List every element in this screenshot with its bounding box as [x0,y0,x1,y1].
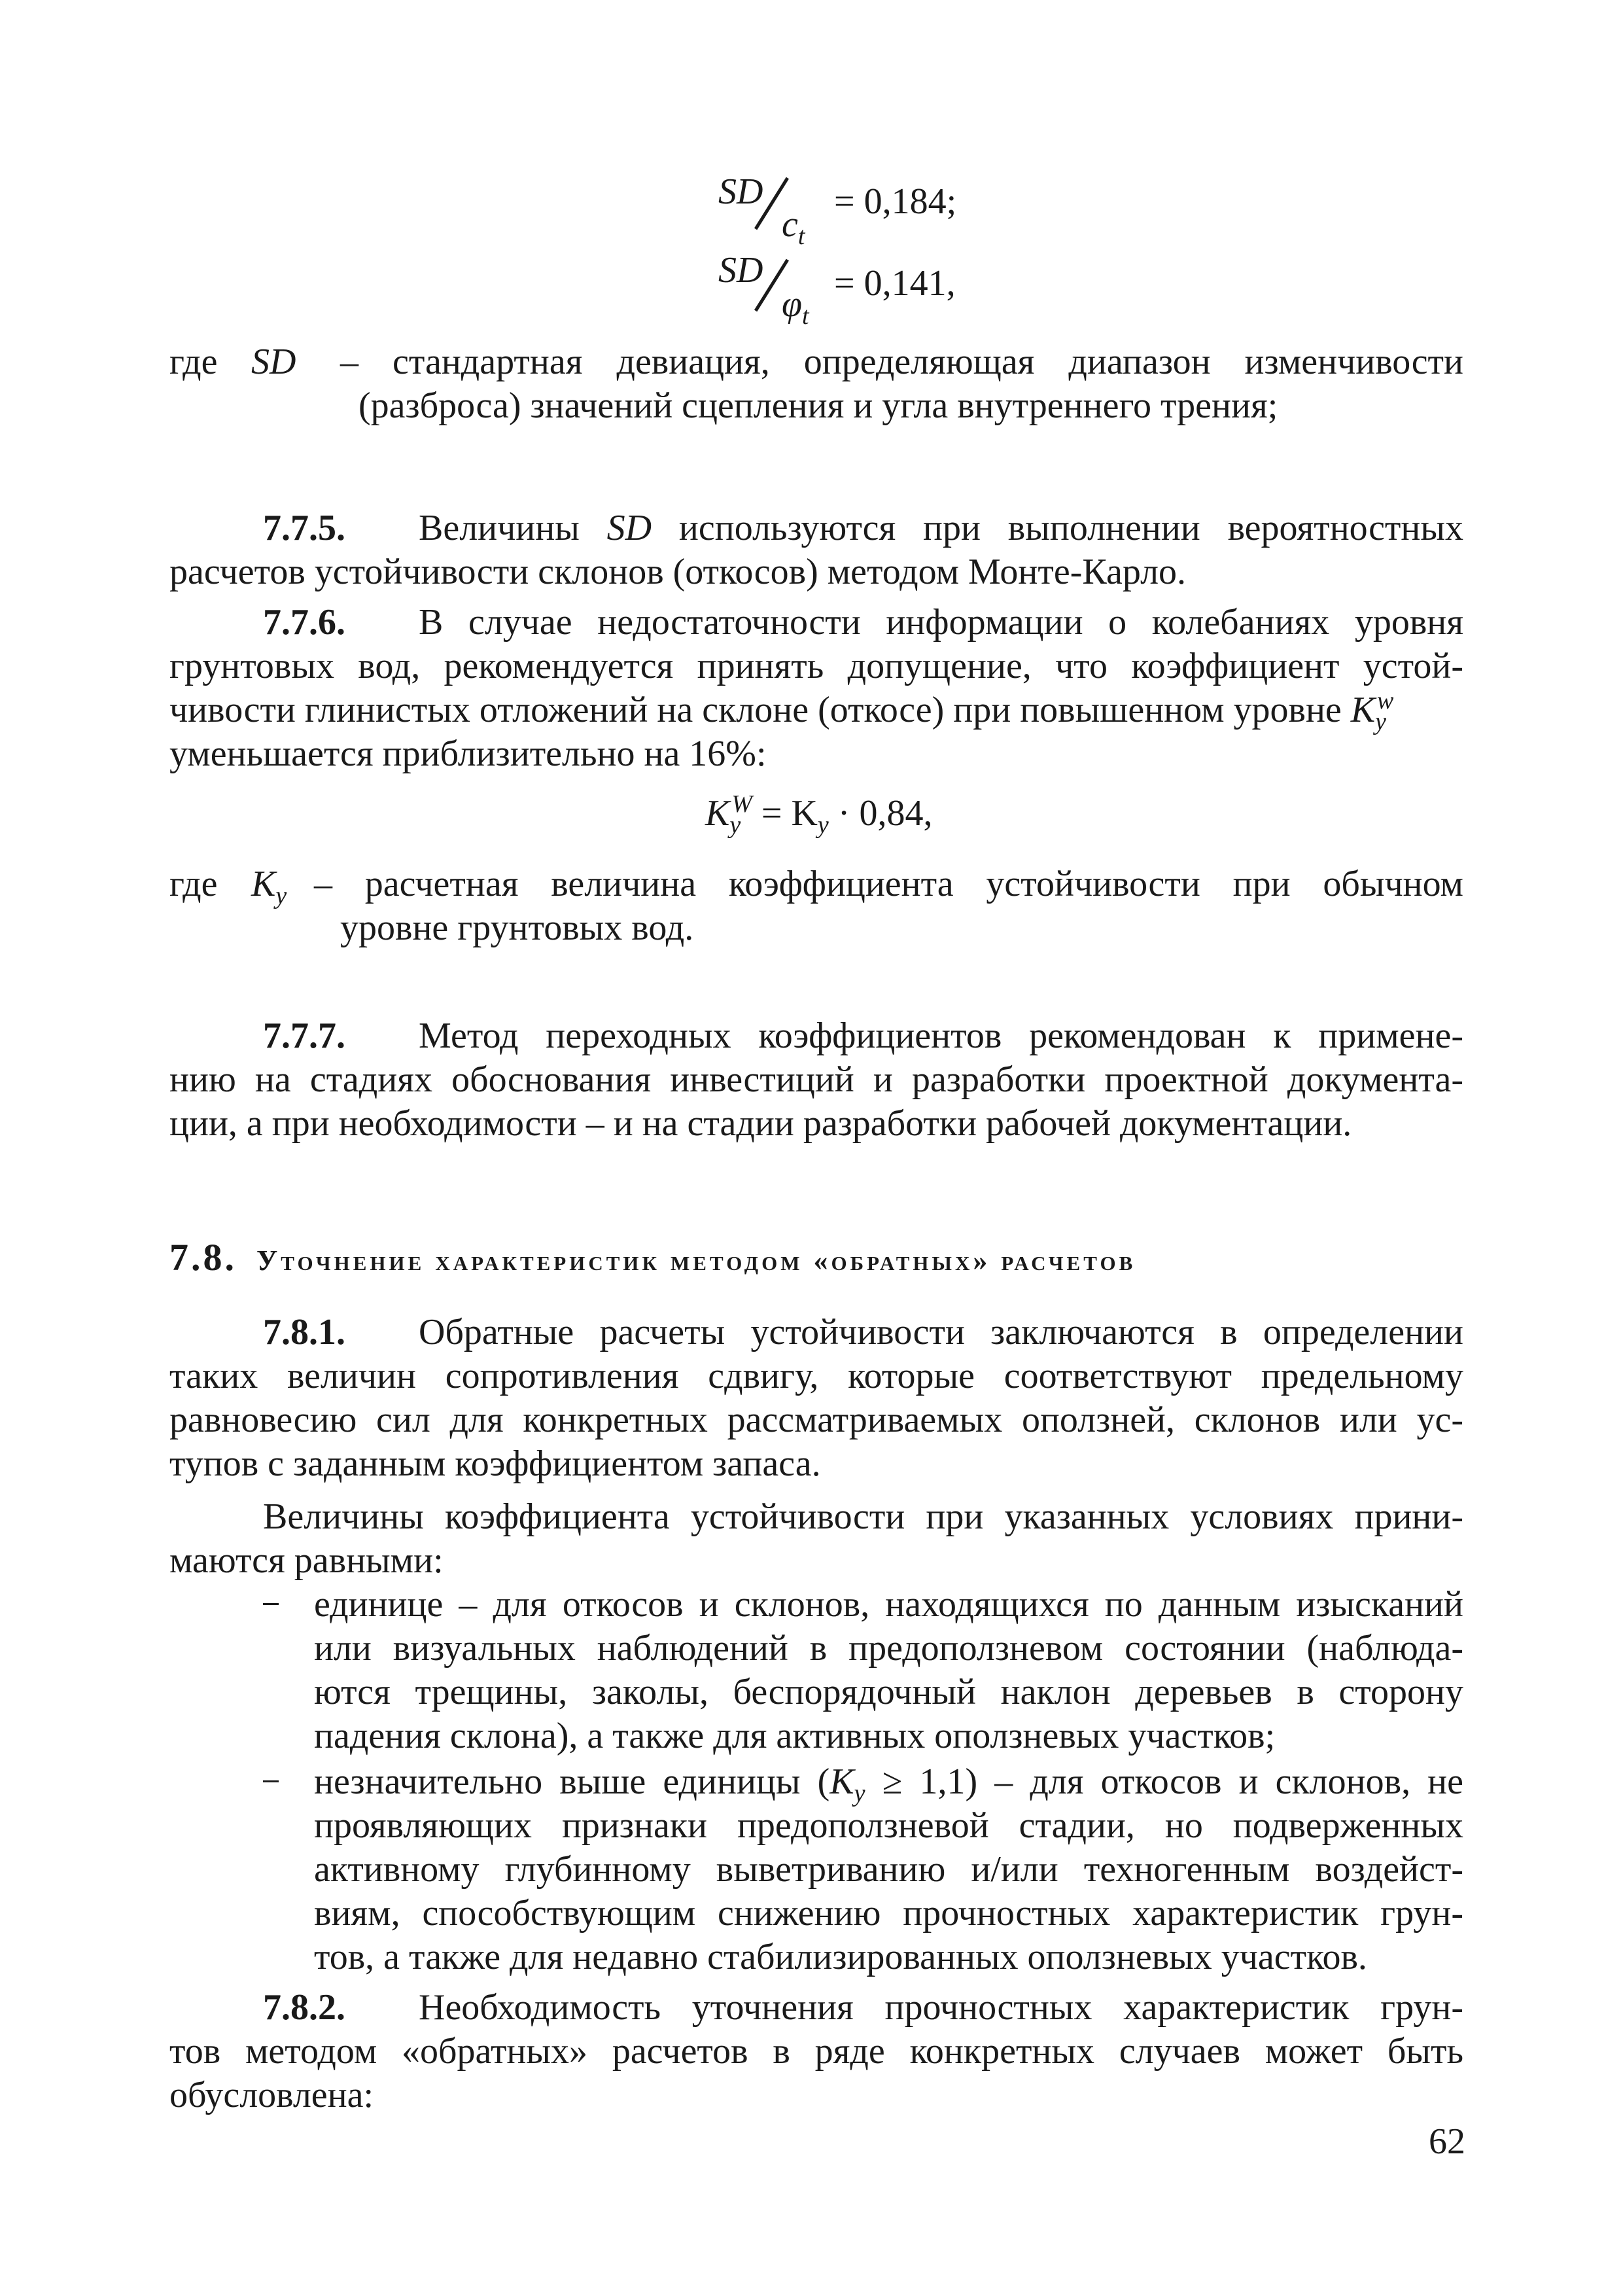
formula-denominator: $\varphi_t$ [782,284,809,330]
formula-numerator: SD [718,171,763,212]
formula-value: = 0,184; [834,181,957,222]
paragraph-line: расчетов устойчивости склонов (откосов) методом Монте-Карло. [169,552,1187,592]
paragraph-line: Обратные расчеты устойчивости заключаются в определении [419,1312,1463,1352]
paragraph-line: уменьшается приблизительно на 16%: [169,733,767,774]
list-line: или визуальных наблюдений в предоползневом состоянии (наблюда- [314,1628,1463,1669]
formula-ky-w: $K_y^W = K_y \cdot 0,84$, [705,790,933,839]
where-line: – расчетная величина коэффициента устойчивости при обычном [314,864,1463,904]
paragraph-line: Метод переходных коэффициентов рекомендован к примене- [419,1016,1463,1056]
list-line: тов, а также для недавно стабилизированных оползневых участков. [314,1937,1367,1977]
list-dash [263,1603,279,1605]
paragraph-line: таких величин сопротивления сдвигу, которые соответствуют предельному [169,1356,1463,1396]
where-line: уровне грунтовых вод. [340,908,694,948]
where-line: (разброса) значений сцепления и угла внутреннего трения; [358,385,1278,426]
where-symbol: $K_y$ [251,864,287,910]
paragraph-line: Величины коэффициента устойчивости при указанных условиях прини- [263,1496,1463,1537]
paragraph-line: чивости глинистых отложений на склоне (откосе) при повышенном уровне $K_y^w$ [169,687,1394,736]
list-line: единице – для откосов и склонов, находящихся по данным изысканий [314,1584,1463,1625]
where-word: где [169,342,218,382]
paragraph-line: маются равными: [169,1540,444,1581]
list-line: незначительно выше единицы $(K_y \ge 1,1)$ – для откосов и склонов, не [314,1761,1464,1808]
where-word: где [169,864,218,904]
where-line: – стандартная девиация, определяющая диапазон изменчивости [340,342,1463,382]
paragraph-number: 7.8.1. [263,1312,345,1352]
formula-denominator: $c_t$ [782,204,805,251]
paragraph-line: грунтовых вод, рекомендуется принять допущение, что коэффициент устой- [169,646,1463,686]
list-dash [263,1780,279,1782]
list-line: активному глубинному выветриванию и/или техногенным воздейст- [314,1849,1463,1890]
formula-numerator: SD [718,250,763,291]
list-line: проявляющих признаки предоползневой стадии, но подверженных [314,1805,1463,1846]
page-number: 62 [1429,2121,1465,2162]
section-heading: 7.8. Уточнение характеристик методом «обратных» расчетов [169,1236,1136,1279]
paragraph-line: ции, а при необходимости – и на стадии разработки рабочей документации. [169,1103,1352,1144]
paragraph-number: 7.7.6. [263,602,345,643]
where-symbol: SD [251,342,296,382]
formula-value: = 0,141, [834,263,956,304]
paragraph-line: тупов с заданным коэффициентом запаса. [169,1443,821,1484]
list-line: падения склона), а также для активных оползневых участков; [314,1716,1276,1756]
paragraph-number: 7.7.7. [263,1016,345,1056]
paragraph-line: равновесию сил для конкретных рассматриваемых оползней, склонов или ус- [169,1400,1463,1440]
paragraph-line: Величины SD используются при выполнении вероятностных [419,508,1463,548]
paragraph-number: 7.8.2. [263,1987,345,2028]
paragraph-line: В случае недостаточности информации о колебаниях уровня [419,602,1463,643]
paragraph-line: нию на стадиях обоснования инвестиций и разработки проектной документа- [169,1059,1463,1100]
paragraph-line: тов методом «обратных» расчетов в ряде конкретных случаев может быть [169,2031,1463,2072]
paragraph-line: Необходимость уточнения прочностных характеристик грун- [419,1987,1463,2028]
list-line: ются трещины, заколы, беспорядочный наклон деревьев в сторону [314,1672,1463,1712]
list-line: виям, способствующим снижению прочностных характеристик грун- [314,1893,1463,1934]
paragraph-line: обусловлена: [169,2075,374,2115]
paragraph-number: 7.7.5. [263,508,345,548]
